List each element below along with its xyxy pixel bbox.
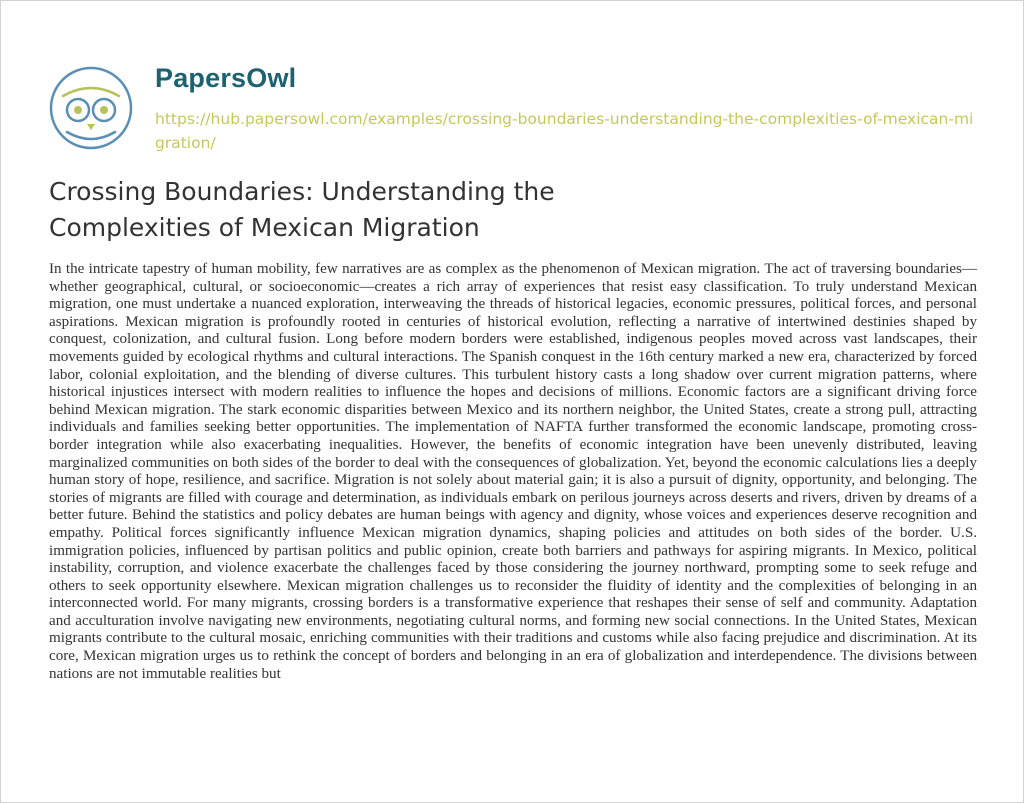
- brand-name: PapersOwl: [155, 63, 297, 93]
- essay-body-text: In the intricate tapestry of human mobility, few narratives are as complex as the phenomenon of Mexican migration. The act of traversing boundaries—whether geographical, cultural, or socioeconomic—creates a rich array of experiences that resist easy classification. To truly understand Mexican migration, one must undertake a nuanced exploration, interweaving the threads of historical legacies, economic pressures, political forces, and personal aspirations. Mexican migration is profoundly rooted in centuries of historical evolution, reflecting a narrative of intertwined destinies shaped by conquest, colonization, and cultural fusion. Long before modern borders were established, indigenous peoples moved across vast landscapes, their movements guided by ecological rhythms and cultural interactions. The Spanish conquest in the 16th century marked a new era, characterized by forced labor, colonial exploitation, and the blending of diverse cultures. This turbulent history casts a long shadow over current migration patterns, where historical injustices intersect with modern realities to influence the hopes and decisions of millions. Economic factors are a significant driving force behind Mexican migration. The stark economic disparities between Mexico and its northern neighbor, the United States, create a strong pull, attracting individuals and families seeking better opportunities. The implementation of NAFTA further transformed the economic landscape, promoting cross-border integration while also exacerbating inequalities. However, the benefits of economic integration have been unevenly distributed, leaving marginalized communities on both sides of the border to deal with the consequences of globalization. Yet, beyond the economic calculations lies a deeply human story of hope, resilience, and sacrifice. Migration is not solely about material gain; it is also a pursuit of dignity, opportunity, and belonging. The stories of migrants are filled with courage and determination, as individuals embark on perilous journeys across deserts and rivers, driven by dreams of a better future. Behind the statistics and policy debates are human beings with agency and dignity, whose voices and experiences deserve recognition and empathy. Political forces significantly influence Mexican migration dynamics, shaping policies and attitudes on both sides of the border. U.S. immigration policies, influenced by partisan politics and public opinion, create both barriers and pathways for aspiring migrants. In Mexico, political instability, corruption, and violence exacerbate the challenges faced by those considering the journey northward, prompting some to seek refuge and others to seek opportunity elsewhere. Mexican migration challenges us to reconsider the fluidity of identity and the complexities of belonging in an interconnected world. For many migrants, crossing borders is a transformative experience that reshapes their sense of self and community. Adaptation and acculturation involve navigating new environments, negotiating cultural norms, and forming new social connections. In the United States, Mexican migrants contribute to the cultural mosaic, enriching communities with their traditions and customs while also facing prejudice and discrimination. At its core, Mexican migration urges us to rethink the concept of borders and belonging in an era of globalization and interdependence. The divisions between nations are not immutable realities but: [49, 261, 977, 682]
- owl-logo-icon: [49, 66, 133, 150]
- page-title: Crossing Boundaries: Understanding the Complexities of Mexican Migration: [49, 177, 555, 242]
- source-url-link[interactable]: https://hub.papersowl.com/examples/crossing-boundaries-understanding-the-complexities-of-mexican-migration/: [155, 110, 974, 152]
- site-header: [49, 63, 989, 163]
